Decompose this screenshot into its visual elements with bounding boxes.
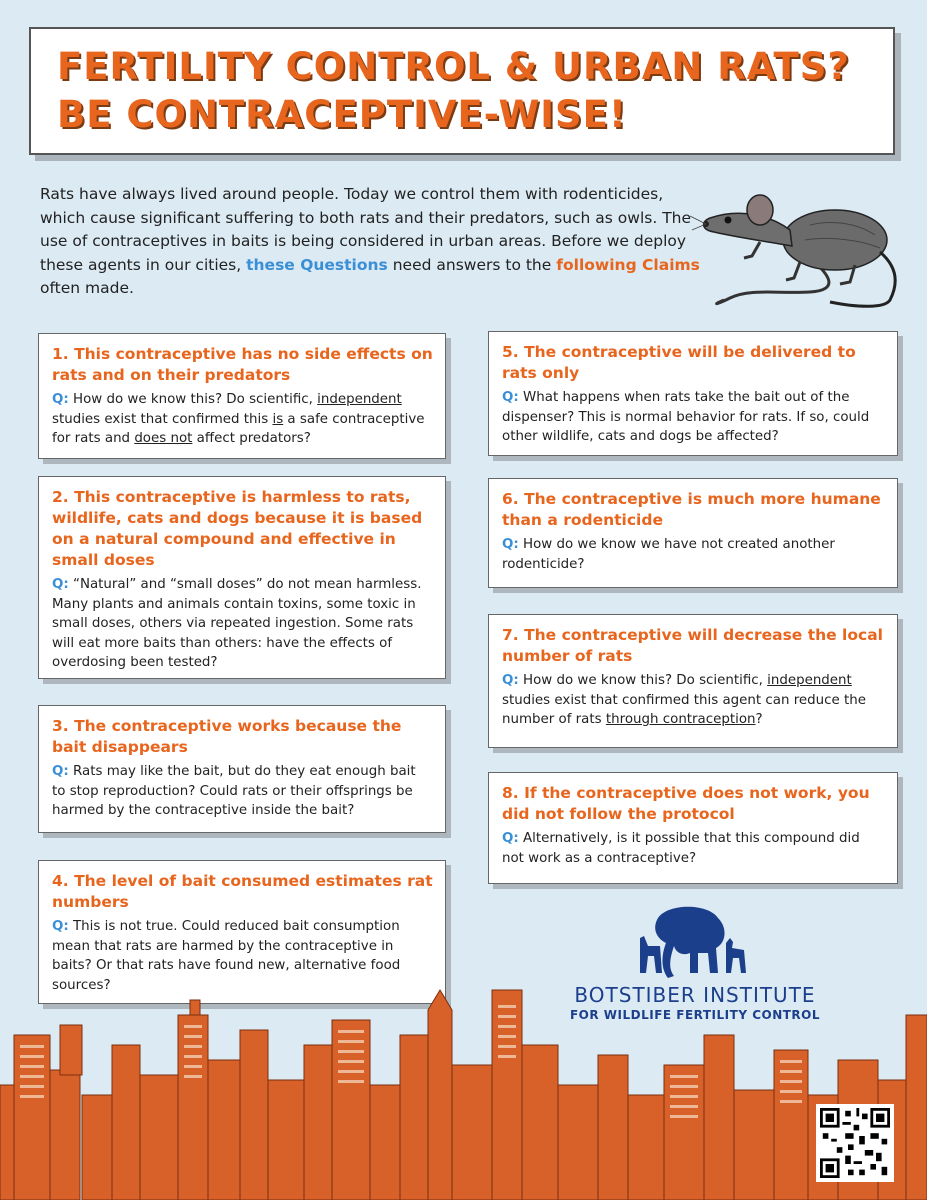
claim-card-6 — [488, 478, 898, 588]
question-part: studies exist that confirmed this — [52, 411, 273, 427]
question-part: How do we know we have not created another rodenticide? — [502, 537, 835, 572]
question-part: studies exist that confirmed this agent can reduce the number of rats — [502, 692, 866, 727]
claim-card-8 — [488, 772, 898, 884]
claim-title: 2. This contraceptive is harmless to rats, wildlife, cats and dogs because it is based on a natural compound and effective in small doses — [52, 488, 423, 569]
question-part: How do we know this? Do scientific, — [518, 673, 768, 688]
question-part: ? — [755, 712, 763, 727]
underlined-word: through contraception — [605, 712, 756, 727]
institute-subtitle: FOR WILDLIFE FERTILITY CONTROL — [569, 1008, 821, 1022]
question-text — [52, 390, 433, 449]
intro-text: Rats have always lived around people. Today we control them with rodenticides, which cause significant suffering to both rats and their predators, such as owls. The use of contraceptives in baits is being considered in urban areas. Before we deploy these agents in our cities, — [40, 185, 692, 274]
claim-title: 8. If the contraceptive does not work, you did not follow the protocol — [502, 784, 870, 823]
question-part: Rats may like the bait, but do they eat enough bait to stop reproduction? Could rats or their offsprings be harmed by the contraceptive inside the bait? — [52, 764, 416, 818]
q-label: Q: — [52, 919, 69, 934]
claim-card-2 — [38, 476, 446, 679]
title-line-1: FERTILITY CONTROL & URBAN RATS? — [57, 45, 850, 88]
question-part: affect predators? — [192, 431, 311, 446]
claim-title: 6. The contraceptive is much more humane than a rodenticide — [502, 490, 881, 529]
title-line-2: BE CONTRACEPTIVE-WISE! — [57, 93, 627, 136]
qr-code[interactable] — [816, 1104, 894, 1182]
underlined-word: does not — [134, 431, 193, 446]
question-text — [52, 575, 433, 673]
question-text — [502, 671, 885, 730]
question-part: This is not true. Could reduced bait consumption mean that rats are harmed by the contraceptive in baits? Or that rats have found new, alternative food sources? — [52, 919, 401, 993]
question-text — [52, 762, 433, 821]
claim-title: 1. This contraceptive has no side effects on rats and on their predators — [52, 345, 433, 384]
claim-title: 3. The contraceptive works because the bait disappears — [52, 717, 402, 756]
question-part: What happens when rats take the bait out of the dispenser? This is normal behavior for rats. If so, could other wildlife, cats and dogs be affected? — [502, 390, 870, 444]
question-text — [502, 535, 885, 574]
intro-text: often made. — [40, 279, 134, 297]
q-label: Q: — [52, 392, 69, 407]
q-label: Q: — [502, 673, 519, 688]
question-part: a safe contraceptive for rats and — [52, 411, 425, 446]
intro-text: need answers to the — [387, 255, 557, 274]
q-label: Q: — [52, 577, 69, 592]
question-text — [502, 829, 885, 868]
claim-card-7 — [488, 614, 898, 748]
intro-paragraph — [40, 183, 705, 301]
claim-title: 5. The contraceptive will be delivered to rats only — [502, 343, 856, 382]
claim-card-3 — [38, 705, 446, 833]
q-label: Q: — [502, 390, 519, 405]
question-part: “Natural” and “small doses” do not mean harmless. Many plants and animals contain toxins, some toxic in small doses, others via repeated ingestion. Some rats will eat more baits than others: have the effects of overdosing been tested? — [52, 577, 422, 670]
rat-illustration — [690, 180, 905, 310]
q-label: Q: — [52, 764, 69, 779]
claims-highlight: following Claims — [556, 255, 700, 274]
q-label: Q: — [502, 831, 519, 846]
question-part: Alternatively, is it possible that this compound did not work as a contraceptive? — [502, 831, 860, 866]
underlined-word: is — [272, 411, 284, 427]
question-text — [502, 388, 885, 447]
claim-card-5 — [488, 331, 898, 456]
underlined-word: independent — [317, 392, 402, 407]
q-label: Q: — [502, 537, 519, 552]
question-part: How do we know this? Do scientific, — [68, 392, 318, 407]
underlined-word: independent — [767, 673, 852, 688]
claim-title: 4. The level of bait consumed estimates rat numbers — [52, 872, 433, 911]
claim-title: 7. The contraceptive will decrease the local number of rats — [502, 626, 883, 665]
institute-name: BOTSTIBER INSTITUTE — [574, 983, 816, 1007]
claim-card-1 — [38, 333, 446, 459]
title-box — [29, 27, 895, 155]
questions-highlight: these Questions — [246, 255, 388, 274]
